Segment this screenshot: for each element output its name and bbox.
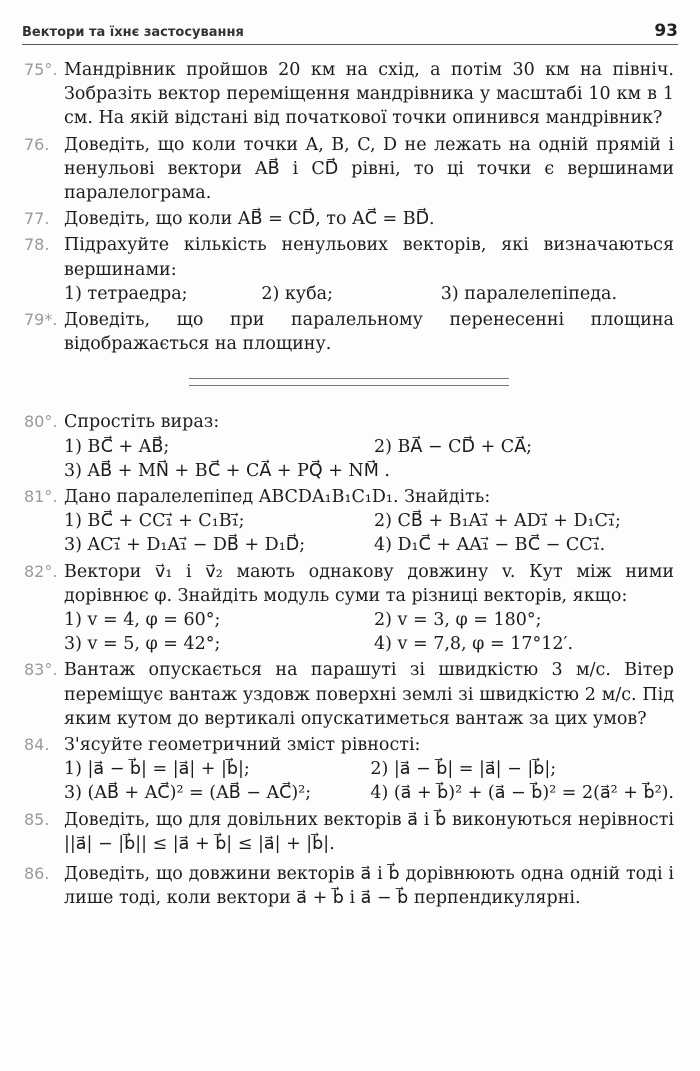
problem-text: Дано паралелепіпед ABCDA₁B₁C₁D₁. Знайдіть: [64, 487, 491, 508]
problem-text: З'ясуйте геометричний зміст рівності: [64, 735, 421, 756]
list-item: 2) |a⃗ − b⃗| = |a⃗| − |b⃗|; [370, 759, 557, 780]
list-item: 2) BA⃗ − CD⃗ + CA⃗; [374, 436, 533, 457]
problem-83 [24, 658, 674, 731]
list-item: 2) v = 3, φ = 180°; [374, 610, 542, 631]
problem-86 [24, 862, 674, 910]
problem-77 [24, 207, 674, 231]
problem-items [64, 282, 674, 306]
problem-number: 81°. [24, 487, 58, 507]
problem-85 [24, 808, 674, 856]
problem-82 [24, 560, 674, 657]
problem-76 [24, 133, 674, 206]
problem-81 [24, 485, 674, 558]
problem-text: Спростіть вираз: [64, 412, 220, 433]
problem-79 [24, 308, 674, 356]
problem-78 [24, 233, 674, 306]
problem-80 [24, 410, 674, 483]
list-item: 2) CB⃗ + B₁A₁⃗ + AD₁⃗ + D₁C₁⃗; [374, 511, 621, 532]
problem-text: Вектори v⃗₁ і v⃗₂ мають однакову довжину v. Кут між ними дорівнює φ. Знайдіть модуль суми та різниці векторів, якщо: [64, 561, 674, 606]
problem-75 [24, 58, 674, 131]
list-item: 3) AB⃗ + MN⃗ + BC⃗ + CA⃗ + PQ⃗ + NM⃗ . [64, 460, 390, 481]
problem-number: 77. [24, 209, 50, 229]
list-item: 1) тетраедра; [64, 283, 188, 304]
problem-number: 79*. [24, 310, 58, 330]
problem-text: Доведіть, що для довільних векторів a⃗ і b⃗ виконуються нерівності ||a⃗| − |b⃗|| ≤ |a⃗ + b⃗| ≤ |a⃗| + |b⃗|. [64, 809, 674, 854]
problem-84 [24, 733, 674, 806]
list-item: 4) D₁C⃗ + AA₁⃗ − BC⃗ − CC₁⃗. [374, 535, 606, 556]
problem-items [64, 608, 674, 656]
problems-list [24, 58, 674, 913]
problem-text: Доведіть, що при паралельному перенесенні площина відображається на площину. [64, 310, 674, 355]
list-item: 1) BC⃗ + CC₁⃗ + C₁B₁⃗; [64, 511, 245, 532]
problem-number: 76. [24, 134, 50, 154]
list-item: 3) AC₁⃗ + D₁A₁⃗ − DB⃗ + D₁D⃗; [64, 535, 306, 556]
problem-items [64, 435, 674, 483]
list-item: 1) |a⃗ − b⃗| = |a⃗| + |b⃗|; [64, 759, 250, 780]
list-item: 4) v = 7,8, φ = 17°12′. [374, 634, 574, 655]
problem-text: Підрахуйте кількість ненульових векторів, які визначаються вершинами: [64, 235, 674, 280]
problem-text: Мандрівник пройшов 20 км на схід, а потім 30 км на північ. Зобразіть вектор переміщення мандрівника у масштабі 10 км в 1 см. На якій відстані від початкової точки опинився мандрівник? [64, 60, 674, 129]
problem-number: 85. [24, 809, 50, 829]
page-header [22, 18, 678, 45]
list-item: 1) v = 4, φ = 60°; [64, 610, 221, 631]
problem-items [64, 757, 674, 805]
problem-number: 75°. [24, 60, 58, 79]
list-item: 3) паралелепіпеда. [440, 283, 618, 304]
running-title: Вектори та їхнє застосування [22, 25, 244, 40]
page-number: 93 [654, 21, 678, 41]
section-divider [189, 378, 509, 386]
list-item: 3) v = 5, φ = 42°; [64, 634, 221, 655]
list-item: 3) (AB⃗ + AC⃗)² = (AB⃗ − AC⃗)²; [64, 783, 312, 804]
problem-number: 80°. [24, 412, 58, 432]
problem-number: 84. [24, 735, 50, 755]
problem-text: Доведіть, що коли AB⃗ = CD⃗, то AC⃗ = BD⃗. [64, 209, 435, 230]
problem-text: Вантаж опускається на парашуті зі швидкістю 3 м/с. Вітер переміщує вантаж уздовж поверхні землі зі швидкістю 2 м/с. Під яким кутом до вертикалі опускатиметься вантаж за цих умов? [64, 660, 674, 729]
list-item: 2) куба; [261, 283, 333, 304]
problem-number: 86. [24, 864, 50, 884]
problem-text: Доведіть, що довжини векторів a⃗ і b⃗ дорівнюють одна одній тоді і лише тоді, коли вектори a⃗ + b⃗ і a⃗ − b⃗ перпендикулярні. [64, 864, 674, 909]
problem-items [64, 509, 674, 557]
list-item: 4) (a⃗ + b⃗)² + (a⃗ − b⃗)² = 2(a⃗² + b⃗²). [370, 783, 674, 804]
problem-number: 82°. [24, 561, 58, 581]
problem-number: 83°. [24, 660, 58, 680]
problem-text: Доведіть, що коли точки A, B, C, D не лежать на одній прямій і ненульові вектори AB⃗ і CD⃗ рівні, то ці точки є вершинами паралелограма. [64, 134, 674, 204]
list-item: 1) BC⃗ + AB⃗; [64, 436, 170, 457]
problem-number: 78. [24, 235, 50, 255]
